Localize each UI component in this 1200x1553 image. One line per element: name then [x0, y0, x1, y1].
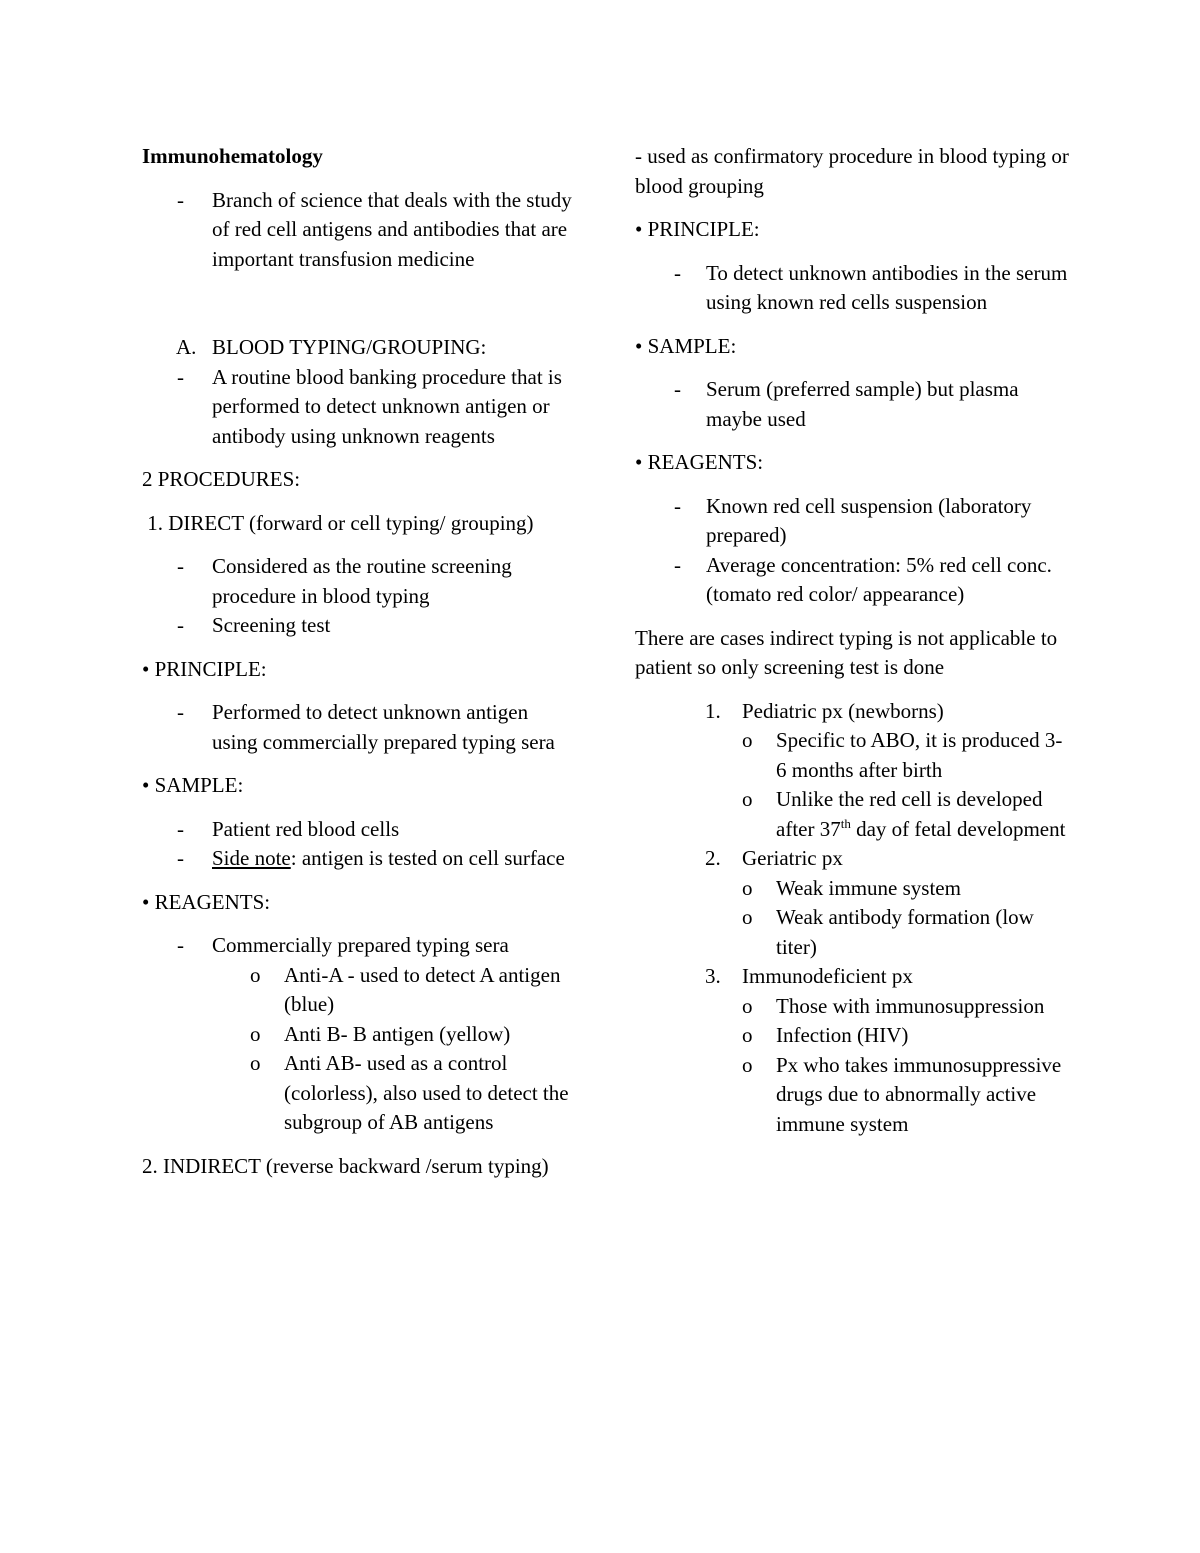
principle-list	[635, 259, 1070, 318]
reagents-sublist	[142, 961, 572, 1138]
sample-list	[635, 375, 1070, 434]
list-item: - To detect unknown antibodies in the serum using known red cells suspension	[635, 259, 1070, 318]
cases-list	[635, 844, 1070, 874]
ordinal-suffix: th	[840, 815, 851, 831]
section-a-text: BLOOD TYPING/GROUPING:	[212, 335, 487, 359]
sub-list-item	[635, 785, 1070, 844]
reagents-heading: • REAGENTS:	[142, 889, 271, 914]
intro-list	[142, 186, 572, 275]
sub-text: day of fetal development	[850, 816, 1066, 841]
left-column	[142, 142, 572, 1181]
principle-list	[142, 698, 572, 757]
spacer	[142, 274, 572, 333]
list-item: - Screening test	[142, 611, 572, 641]
case-label: Immunodeficient px	[742, 964, 913, 988]
sub-list-item: o Anti-A - used to detect A antigen (blue)	[142, 961, 572, 1020]
case-label: Pediatric px (newborns)	[742, 698, 944, 723]
document-title: Immunohematology	[142, 144, 323, 168]
sample-list	[142, 815, 572, 874]
direct-heading: 1. DIRECT (forward or cell typing/ grouping)	[142, 510, 534, 535]
case1-sublist	[635, 726, 1070, 844]
section-a-label: A.	[176, 335, 197, 359]
sub-list-item: o Weak immune system	[635, 874, 1070, 904]
list-item: - Branch of science that deals with the study of red cell antigens and antibodies that are important transfusion medicine	[142, 186, 572, 275]
cases-list	[635, 697, 1070, 727]
list-item: - Average concentration: 5% red cell conc. (tomato red color/ appearance)	[635, 551, 1070, 610]
indirect-intro: - used as confirmatory procedure in blood typing or blood grouping	[635, 144, 1069, 198]
case-label: Geriatric px	[742, 846, 843, 870]
list-item: - Commercially prepared typing sera	[142, 931, 572, 961]
section-a-list	[142, 363, 572, 452]
section-a-heading	[142, 333, 572, 363]
case2-sublist	[635, 874, 1070, 963]
sample-heading: • SAMPLE:	[142, 773, 244, 797]
sub-list-item: o Anti B- B antigen (yellow)	[142, 1020, 572, 1050]
procedures-heading: 2 PROCEDURES:	[142, 467, 301, 491]
sub-list-item: o Weak antibody formation (low titer)	[635, 903, 1070, 962]
direct-list	[142, 552, 572, 641]
sub-list-item: o Anti AB- used as a control (colorless), also used to detect the subgroup of AB antigens	[142, 1049, 572, 1138]
cases-paragraph: There are cases indirect typing is not applicable to patient so only screening test is done	[635, 625, 1058, 679]
reagents-list	[142, 931, 572, 961]
case-item	[635, 844, 1070, 874]
sub-list-item: o Those with immunosuppression	[635, 992, 1070, 1022]
principle-heading: • PRINCIPLE:	[635, 217, 760, 241]
indirect-heading: 2. INDIRECT (reverse backward /serum typing)	[142, 1153, 549, 1178]
sub-text: Unlike the red cell is developed after 37	[776, 787, 1043, 841]
list-item: - Known red cell suspension (laboratory prepared)	[635, 492, 1070, 551]
list-item: - Serum (preferred sample) but plasma maybe used	[635, 375, 1070, 434]
cases-list	[635, 962, 1070, 992]
list-item: - Performed to detect unknown antigen using commercially prepared typing sera	[142, 698, 572, 757]
list-item: - Patient red blood cells	[142, 815, 572, 845]
right-column	[635, 142, 1070, 1139]
case-number: 3.	[705, 964, 721, 988]
case-number: 1.	[705, 698, 721, 723]
side-note-label: Side note	[212, 846, 291, 870]
reagents-heading: • REAGENTS:	[635, 450, 764, 474]
reagents-list	[635, 492, 1070, 610]
case3-sublist	[635, 992, 1070, 1140]
list-item: - A routine blood banking procedure that is performed to detect unknown antigen or antibody using unknown reagents	[142, 363, 572, 452]
list-item: - Considered as the routine screening procedure in blood typing	[142, 552, 572, 611]
sub-list-item: o Px who takes immunosuppressive drugs due to abnormally active immune system	[635, 1051, 1070, 1140]
case-number: 2.	[705, 846, 721, 870]
case-item	[635, 697, 1070, 727]
principle-heading: • PRINCIPLE:	[142, 656, 267, 681]
sub-list-item: o Infection (HIV)	[635, 1021, 1070, 1051]
case-item	[635, 962, 1070, 992]
sample-heading: • SAMPLE:	[635, 333, 737, 358]
list-item	[142, 844, 572, 874]
sub-list-item: o Specific to ABO, it is produced 3-6 months after birth	[635, 726, 1070, 785]
side-note-text: : antigen is tested on cell surface	[290, 846, 565, 870]
